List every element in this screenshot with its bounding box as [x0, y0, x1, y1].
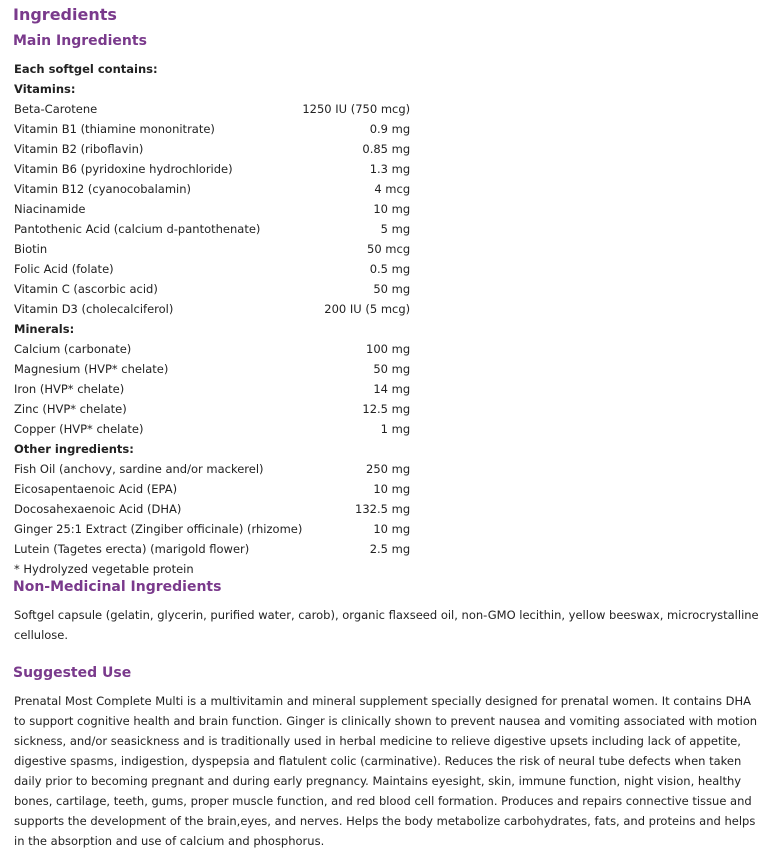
ingredient-amount: 0.9 mg	[369, 122, 411, 136]
ingredient-amount: 5 mg	[380, 222, 411, 236]
ingredient-row	[14, 479, 410, 499]
ingredient-amount: 2.5 mg	[369, 542, 411, 556]
ingredient-name: Vitamin B12 (cyanocobalamin)	[14, 182, 191, 196]
ingredient-name: Ginger 25:1 Extract (Zingiber officinale) (rhizome)	[14, 522, 303, 536]
ingredient-row	[14, 279, 410, 299]
ingredient-amount: 1.3 mg	[369, 162, 411, 176]
ingredient-row	[14, 239, 410, 259]
footnote: * Hydrolyzed vegetable protein	[14, 562, 194, 576]
ingredient-row	[14, 119, 410, 139]
ingredient-amount: 200 IU (5 mcg)	[324, 302, 411, 316]
section-label: Other ingredients:	[14, 442, 134, 456]
section-row	[14, 79, 410, 99]
ingredient-row	[14, 539, 410, 559]
ingredient-row	[14, 339, 410, 359]
ingredient-row	[14, 159, 410, 179]
ingredient-name: Vitamin B2 (riboflavin)	[14, 142, 144, 156]
ingredient-name: Docosahexaenoic Acid (DHA)	[14, 502, 182, 516]
non-medicinal-text: Softgel capsule (gelatin, glycerin, purified water, carob), organic flaxseed oil, non-GMO lecithin, yellow beeswax, microcrystalline cellulose.	[14, 608, 759, 642]
softgel-intro: Each softgel contains:	[14, 62, 158, 76]
ingredient-name: Biotin	[14, 242, 48, 256]
ingredient-amount: 1250 IU (750 mcg)	[302, 102, 411, 116]
ingredient-row	[14, 139, 410, 159]
ingredient-amount: 10 mg	[373, 202, 411, 216]
ingredient-row	[14, 359, 410, 379]
table-intro-row	[14, 59, 410, 79]
ingredient-amount: 0.85 mg	[362, 142, 411, 156]
ingredient-name: Magnesium (HVP* chelate)	[14, 362, 169, 376]
ingredient-row	[14, 399, 410, 419]
ingredient-name: Vitamin B1 (thiamine mononitrate)	[14, 122, 215, 136]
section-row	[14, 319, 410, 339]
ingredient-row	[14, 219, 410, 239]
suggested-use-heading: Suggested Use	[13, 665, 132, 681]
ingredient-amount: 50 mg	[373, 362, 411, 376]
ingredient-name: Copper (HVP* chelate)	[14, 422, 144, 436]
ingredient-row	[14, 419, 410, 439]
ingredient-name: Beta-Carotene	[14, 102, 98, 116]
ingredients-heading: Ingredients	[13, 5, 117, 24]
ingredient-name: Folic Acid (folate)	[14, 262, 114, 276]
ingredient-name: Calcium (carbonate)	[14, 342, 132, 356]
ingredient-amount: 0.5 mg	[369, 262, 411, 276]
ingredient-row	[14, 299, 410, 319]
ingredient-name: Vitamin C (ascorbic acid)	[14, 282, 158, 296]
ingredient-row	[14, 179, 410, 199]
ingredients-table	[14, 59, 410, 559]
ingredient-name: Iron (HVP* chelate)	[14, 382, 125, 396]
ingredient-amount: 1 mg	[380, 422, 411, 436]
ingredient-row	[14, 519, 410, 539]
ingredient-amount: 50 mg	[373, 282, 411, 296]
ingredient-name: Pantothenic Acid (calcium d-pantothenate)	[14, 222, 261, 236]
suggested-use-text: Prenatal Most Complete Multi is a multivitamin and mineral supplement specially designed for prenatal women. It contains DHA to support cognitive health and brain function. Ginger is clinically shown to prevent nausea and vomiting associated with motion sickness, and/or seasickness and is traditionally used in herbal medicine to relieve digestive upsets including lack of appetite, digestive spasms, indigestion, dyspepsia and flatulent colic (carminative). Reduces the risk of neural tube defects when taken daily prior to becoming pregnant and during early pregnancy. Maintains eyesight, skin, immune function, night vision, healthy bones, cartilage, teeth, gums, proper muscle function, and red blood cell formation. Produces and repairs connective tissue and supports the development of the brain,eyes, and nerves. Helps the body metabolize carbohydrates, fats, and proteins and helps in the absorption and use of calcium and phosphorus.	[14, 694, 758, 848]
ingredient-row	[14, 459, 410, 479]
ingredient-name: Vitamin B6 (pyridoxine hydrochloride)	[14, 162, 233, 176]
section-label: Minerals:	[14, 322, 75, 336]
ingredient-amount: 132.5 mg	[355, 502, 411, 516]
ingredient-name: Fish Oil (anchovy, sardine and/or mackerel)	[14, 462, 264, 476]
ingredient-row	[14, 499, 410, 519]
ingredient-amount: 100 mg	[366, 342, 411, 356]
section-label: Vitamins:	[14, 82, 76, 96]
ingredient-name: Vitamin D3 (cholecalciferol)	[14, 302, 174, 316]
ingredient-name: Zinc (HVP* chelate)	[14, 402, 127, 416]
non-medicinal-heading: Non-Medicinal Ingredients	[13, 579, 222, 595]
ingredient-row	[14, 99, 410, 119]
ingredient-row	[14, 379, 410, 399]
section-row	[14, 439, 410, 459]
ingredient-amount: 50 mcg	[367, 242, 411, 256]
ingredient-row	[14, 199, 410, 219]
ingredient-name: Eicosapentaenoic Acid (EPA)	[14, 482, 178, 496]
ingredient-row	[14, 259, 410, 279]
ingredient-name: Niacinamide	[14, 202, 86, 216]
main-ingredients-heading: Main Ingredients	[13, 33, 147, 49]
ingredient-name: Lutein (Tagetes erecta) (marigold flower)	[14, 542, 250, 556]
ingredient-amount: 14 mg	[373, 382, 411, 396]
ingredient-amount: 250 mg	[366, 462, 411, 476]
ingredient-amount: 10 mg	[373, 522, 411, 536]
ingredient-amount: 4 mcg	[374, 182, 411, 196]
ingredient-amount: 12.5 mg	[362, 402, 411, 416]
ingredient-amount: 10 mg	[373, 482, 411, 496]
